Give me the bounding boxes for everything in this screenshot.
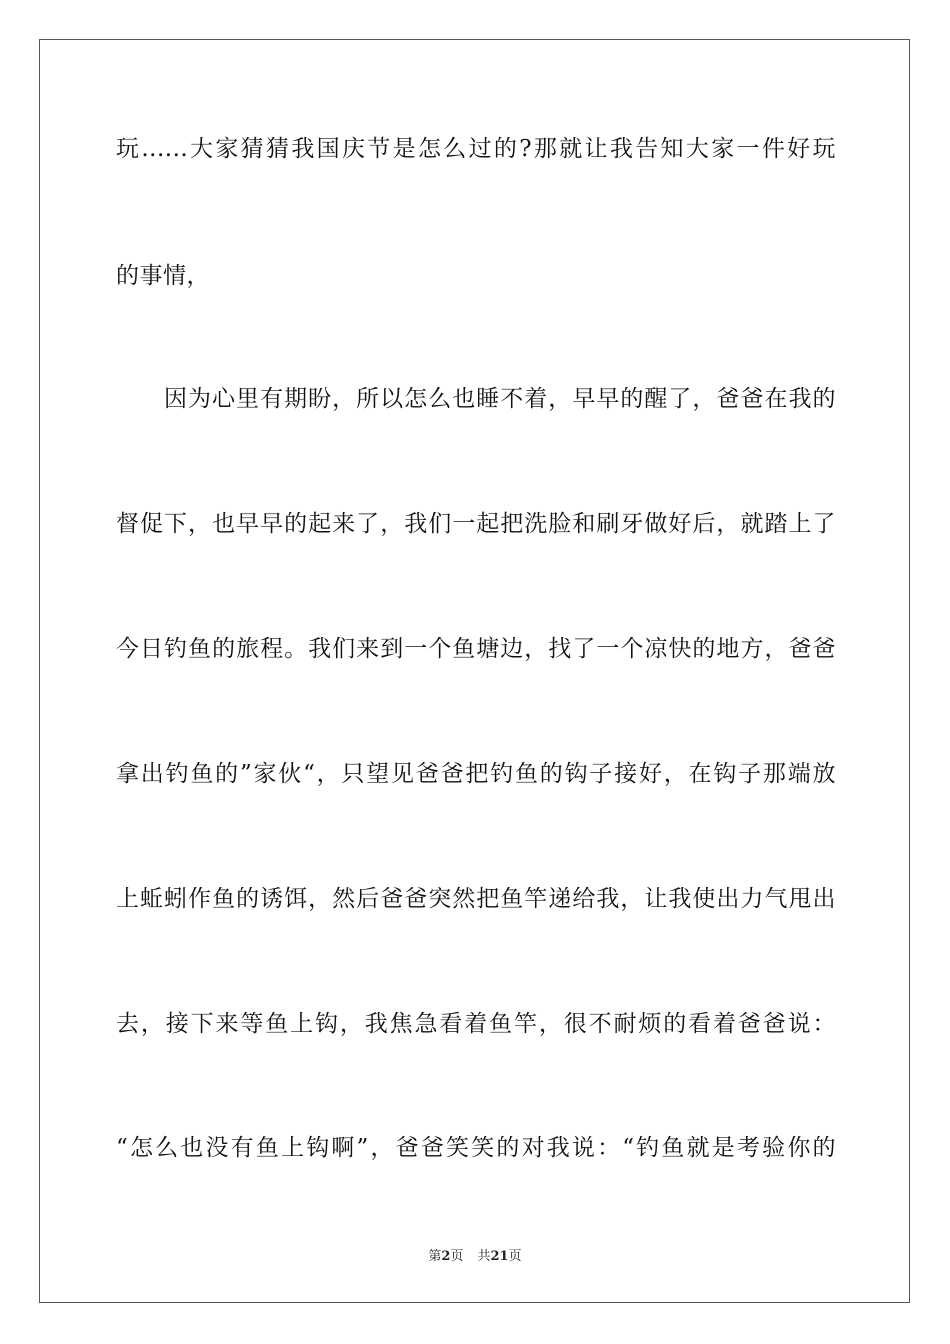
body-line-8: 去，接下来等鱼上钩，我焦急看着鱼竿，很不耐烦的看着爸爸说： xyxy=(116,1011,836,1037)
body-line-4: 督促下，也早早的起来了，我们一起把洗脸和刷牙做好后，就踏上了 xyxy=(116,511,836,537)
body-line-5: 今日钓鱼的旅程。我们来到一个鱼塘边，找了一个凉快的地方，爸爸 xyxy=(116,636,836,662)
body-line-3: 因为心里有期盼，所以怎么也睡不着，早早的醒了，爸爸在我的 xyxy=(164,386,836,412)
footer-total-prefix: 共 xyxy=(477,1249,491,1264)
body-line-1: 玩......大家猜猜我国庆节是怎么过的?那就让我告知大家一件好玩 xyxy=(116,136,836,162)
footer-total-pages: 21 xyxy=(490,1249,509,1264)
page-footer xyxy=(0,1248,950,1266)
body-line-7: 上蚯蚓作鱼的诱饵，然后爸爸突然把鱼竿递给我，让我使出力气甩出 xyxy=(116,886,836,912)
body-line-6: 拿出钓鱼的”家伙“，只望见爸爸把钓鱼的钩子接好，在钩子那端放 xyxy=(116,761,836,787)
footer-page-suffix: 页 xyxy=(450,1249,464,1264)
footer-page-prefix: 第 xyxy=(428,1249,442,1264)
page-border xyxy=(39,39,910,1303)
body-line-2: 的事情， xyxy=(116,263,210,289)
footer-page-number: 2 xyxy=(441,1249,451,1264)
body-line-9: “怎么也没有鱼上钩啊”，爸爸笑笑的对我说：“钓鱼就是考验你的 xyxy=(116,1135,836,1161)
footer-total-suffix: 页 xyxy=(508,1249,522,1264)
